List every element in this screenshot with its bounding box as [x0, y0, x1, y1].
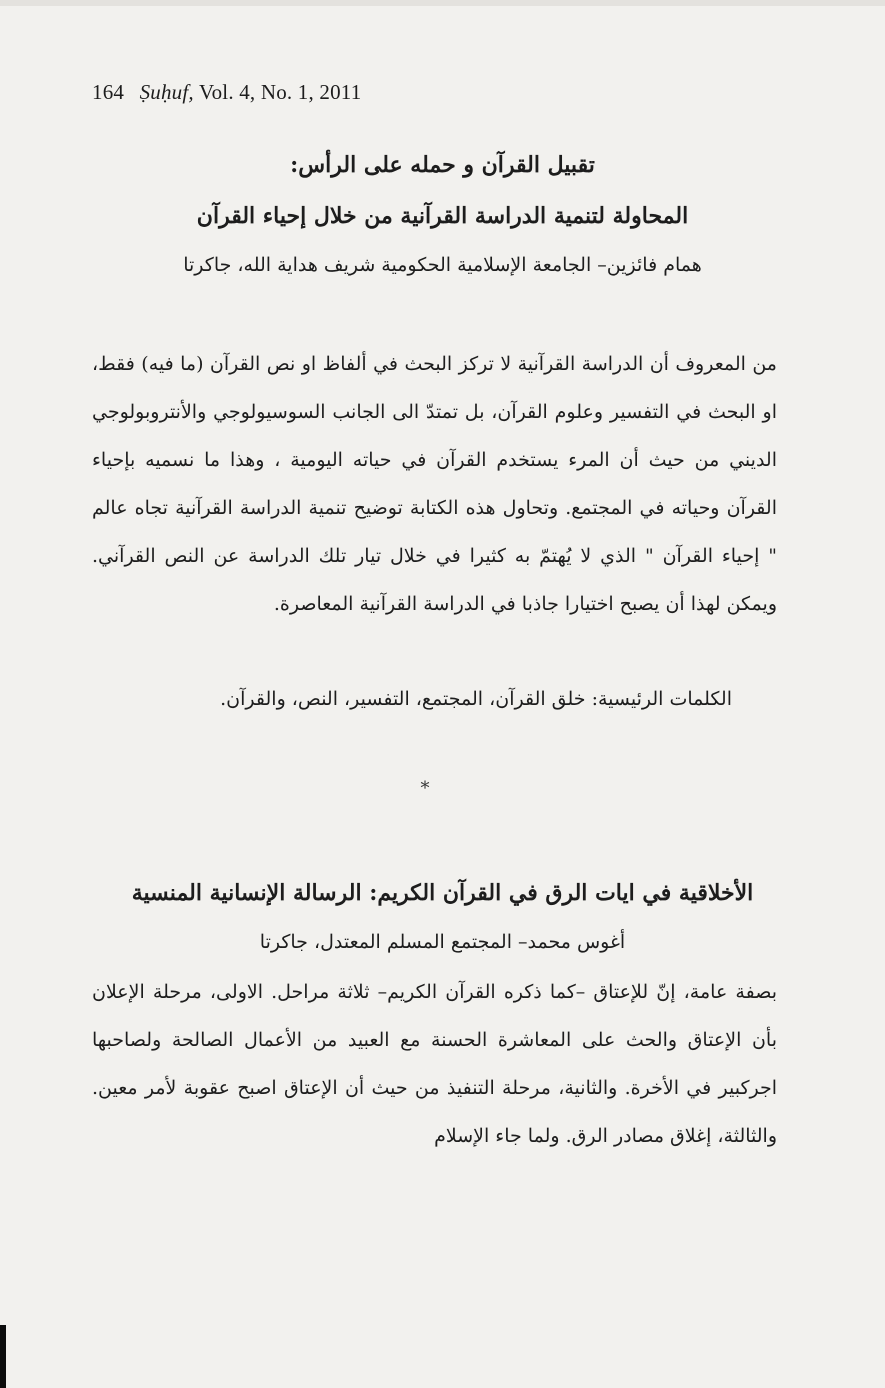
- journal-name: Ṣuḥuf,: [139, 80, 194, 104]
- article2-abstract: [92, 968, 777, 1160]
- article1-keywords: الكلمات الرئيسية: خلق القرآن، المجتمع، التفسير، النص، والقرآن.: [220, 688, 732, 710]
- article2-author: أغوس محمد– المجتمع المسلم المعتدل، جاكرتا: [259, 931, 626, 953]
- volume-info: Vol. 4, No. 1, 2011: [198, 80, 362, 104]
- article1-title-line2: المحاولة لتنمية الدراسة القرآنية من خلال إحياء القرآن: [196, 203, 689, 229]
- section-separator: *: [420, 778, 430, 799]
- article1-title-line1: تقبيل القرآن و حمله على الرأس:: [290, 152, 595, 178]
- scan-top-edge: [0, 0, 885, 6]
- article2-title: الأخلاقية في ايات الرق في القرآن الكريم: الرسالة الإنسانية المنسية: [131, 880, 754, 906]
- running-head: [92, 80, 361, 105]
- page-number: 164: [92, 80, 125, 104]
- article1-abstract: [92, 340, 777, 628]
- article1-author: همام فائزين– الجامعة الإسلامية الحكومية شريف هداية الله، جاكرتا: [183, 254, 702, 276]
- article1-abstract-text: من المعروف أن الدراسة القرآنية لا تركز البحث في ألفاظ او نص القرآن (ما فيه) فقط، او البحث في التفسير وعلوم القرآن، بل تمتدّ الى الجانب السوسيولوجي والأنتروبولوجي الديني من حيث أن المرء يستخدم القرآن في حياته اليومية ، وهذا ما نسميه بإحياء القرآن وحياته في المجتمع. وتحاول هذه الكتابة توضيح تنمية الدراسة القرآنية تجاه عالم " إحياء القرآن " الذي لا يُهتمّ به كثيرا في خلال تيار تلك الدراسة عن النص القرآني. ويمكن لهذا أن يصبح اختيارا جاذبا في الدراسة القرآنية المعاصرة.: [92, 353, 777, 615]
- scan-left-edge: [0, 1325, 6, 1388]
- article2-abstract-text: بصفة عامة، إنّ للإعتاق –كما ذكره القرآن الكريم– ثلاثة مراحل. الاولى، مرحلة الإعلان بأن الإعتاق والحث على المعاشرة الحسنة مع العبيد من الأعمال الصالحة ولصاحبها اجركبير في الأخرة. والثانية، مرحلة التنفيذ من حيث أن الإعتاق اصبح عقوبة لأمر معين. والثالثة، إغلاق مصادر الرق. ولما جاء الإسلام: [92, 981, 777, 1147]
